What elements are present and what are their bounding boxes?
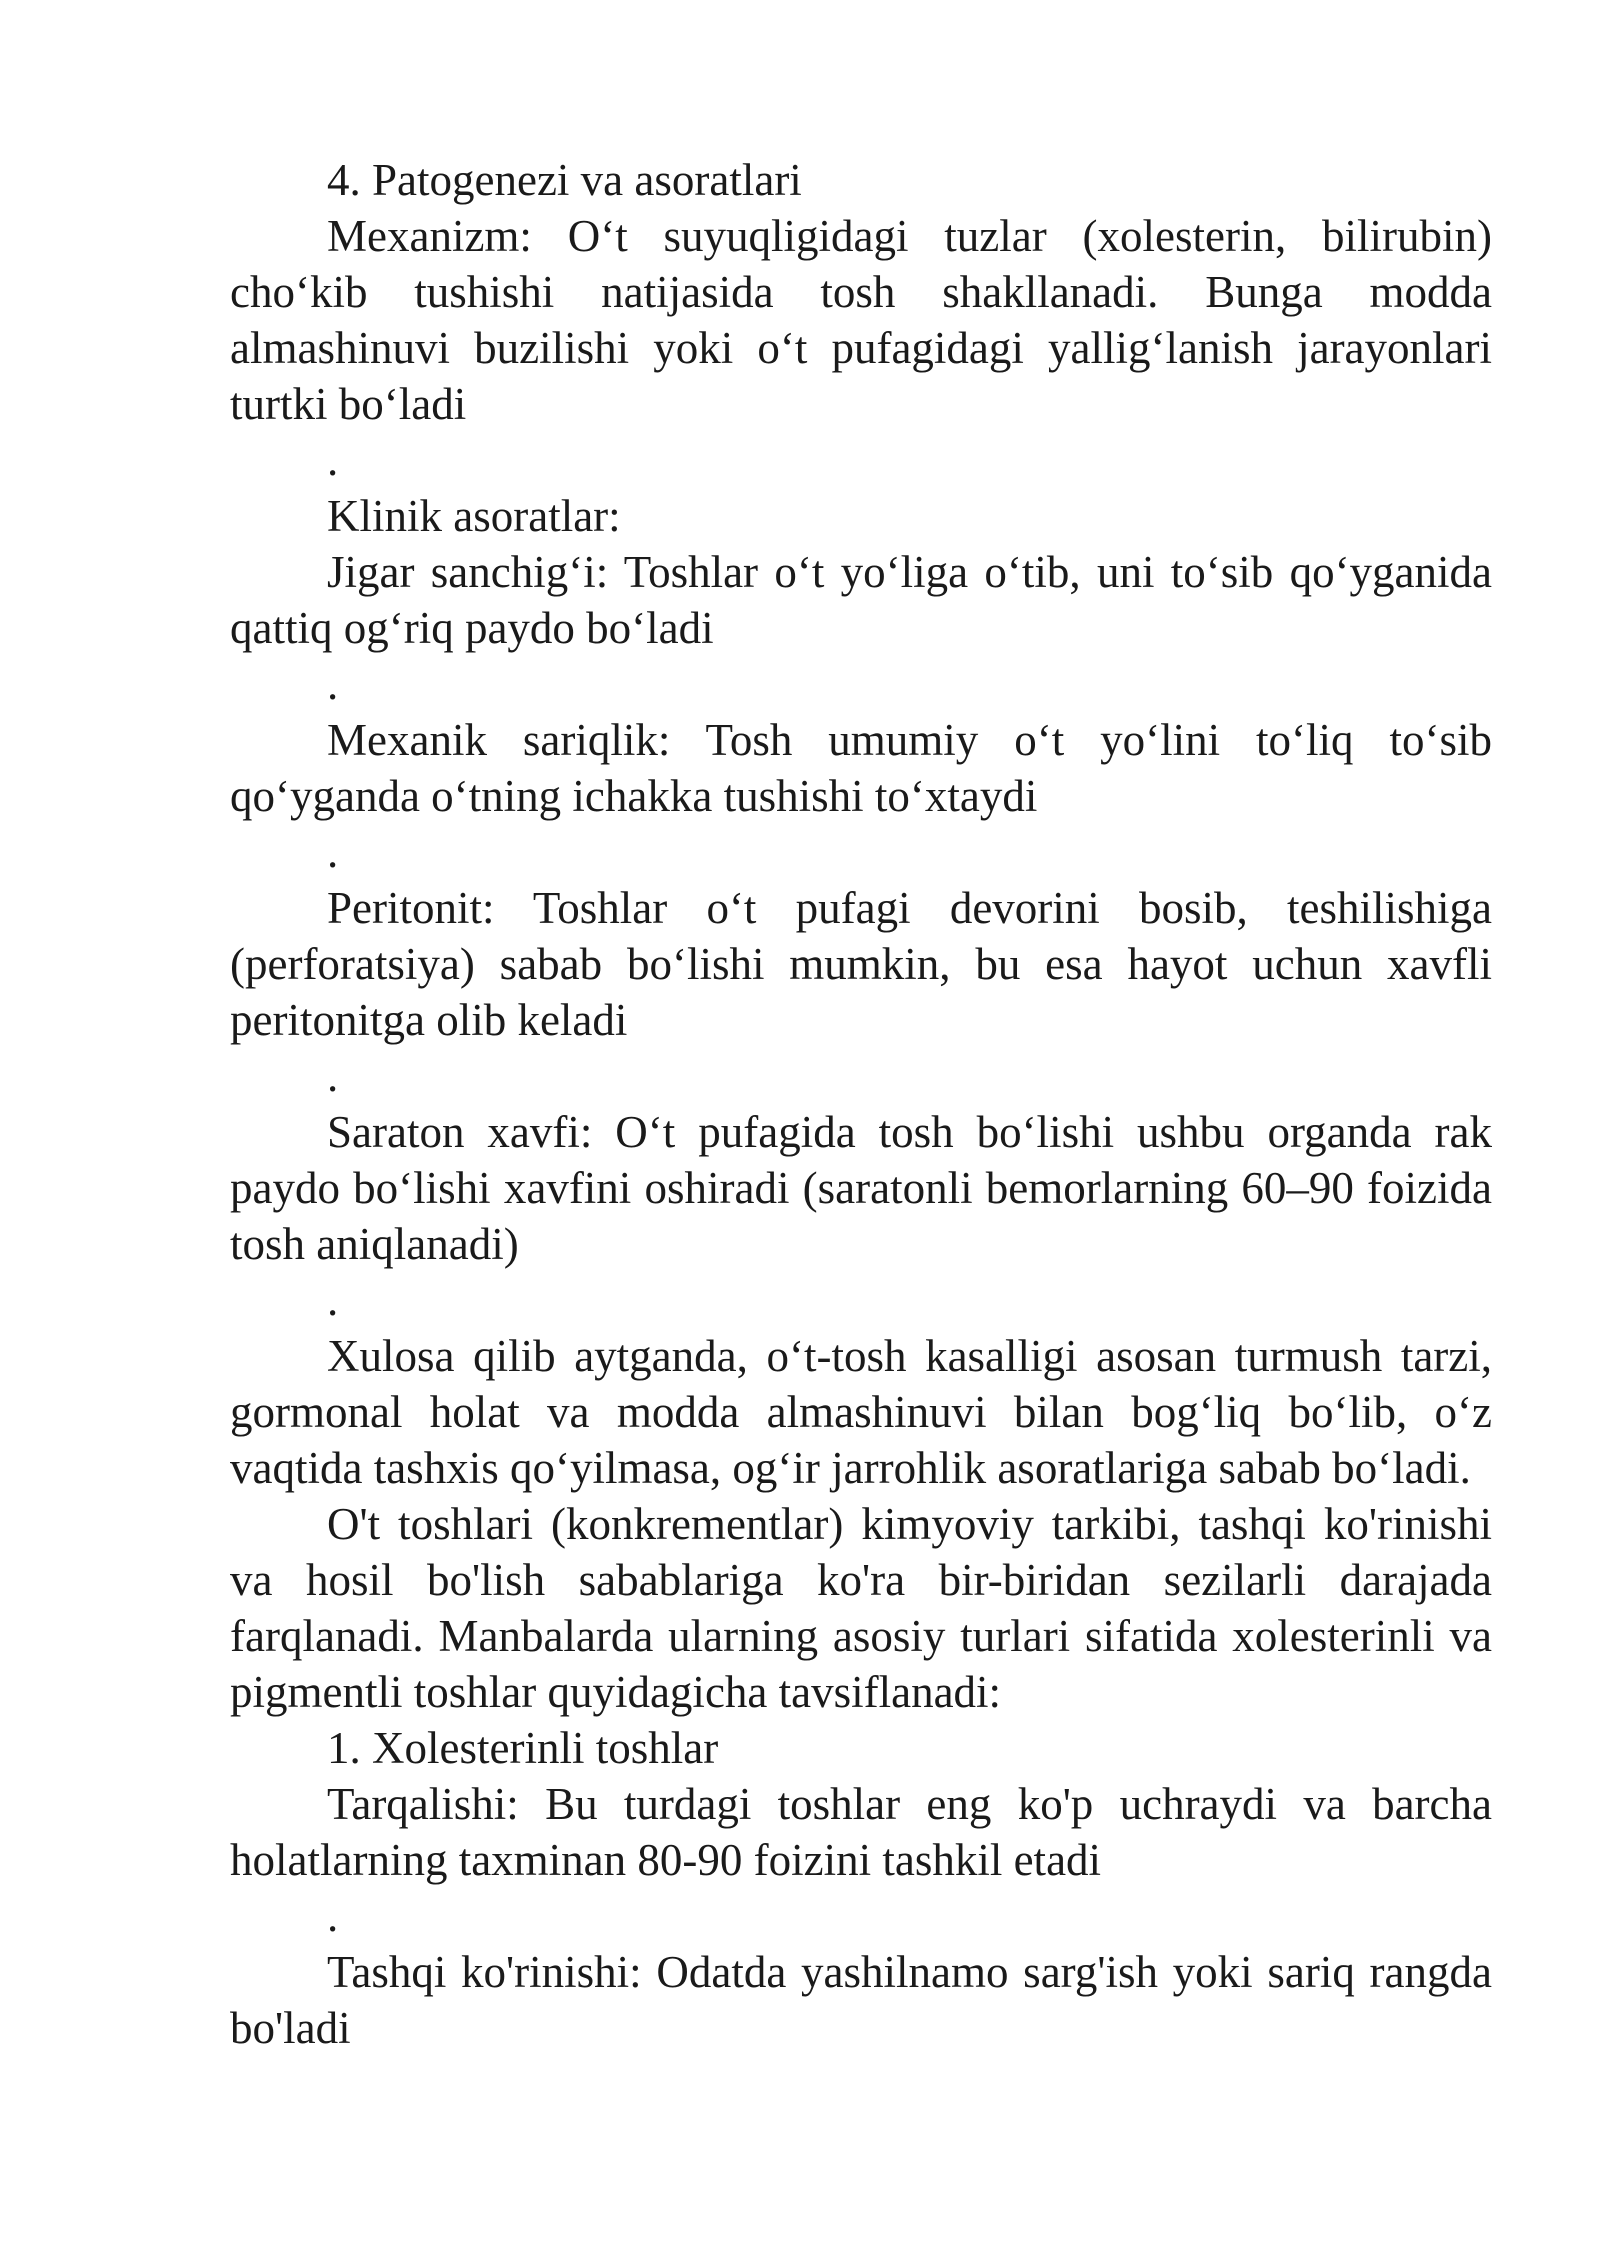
separator-dot: . (327, 1891, 339, 1941)
separator-dot: . (327, 827, 339, 877)
paragraph-appearance: Tashqi ko'rinishi: Odatda yashilnamo sarg'ish yoki sariq rangda bo'ladi (230, 1947, 1492, 2053)
paragraph-peritonitis: Peritonit: Toshlar o‘t pufagi devorini bosib, teshilishiga (perforatsiya) sabab bo‘lishi mumkin, bu esa hayot uchun xavfli peritonitga olib keladi (230, 883, 1492, 1045)
paragraph-jaundice: Mexanik sariqlik: Tosh umumiy o‘t yo‘lini to‘liq to‘sib qo‘yganda o‘tning ichakka tushishi to‘xtaydi (230, 715, 1492, 821)
subheading-cholesterol-stones: 1. Xolesterinli toshlar (327, 1723, 719, 1773)
separator-dot: . (327, 659, 339, 709)
separator-dot: . (327, 435, 339, 485)
paragraph-prevalence: Tarqalishi: Bu turdagi toshlar eng ko'p uchraydi va barcha holatlarning taxminan 80-90 foizini tashkil etadi (230, 1779, 1492, 1885)
paragraph-mechanism: Mexanizm: O‘t suyuqligidagi tuzlar (xolesterin, bilirubin) cho‘kib tushishi natijasida tosh shakllanadi. Bunga modda almashinuvi buzilishi yoki o‘t pufagidagi yallig‘lanish jarayonlari turtki bo‘ladi (230, 211, 1492, 429)
separator-dot: . (327, 1275, 339, 1325)
document-page (230, 152, 1492, 2056)
paragraph-stone-types-intro: O't toshlari (konkrementlar) kimyoviy tarkibi, tashqi ko'rinishi va hosil bo'lish sabablariga ko'ra bir-biridan sezilarli darajada farqlanadi. Manbalarda ularning asosiy turlari sifatida xolesterinli va pigmentli toshlar quyidagicha tavsiflanadi: (230, 1499, 1492, 1717)
subheading-clinical-complications: Klinik asoratlar: (327, 491, 621, 541)
section-heading: 4. Patogenezi va asoratlari (327, 155, 802, 205)
paragraph-cancer-risk: Saraton xavfi: O‘t pufagida tosh bo‘lishi ushbu organda rak paydo bo‘lishi xavfini oshiradi (saratonli bemorlarning 60–90 foizida tosh aniqlanadi) (230, 1107, 1492, 1269)
paragraph-biliary-colic: Jigar sanchig‘i: Toshlar o‘t yo‘liga o‘tib, uni to‘sib qo‘yganida qattiq og‘riq paydo bo‘ladi (230, 547, 1492, 653)
paragraph-conclusion: Xulosa qilib aytganda, o‘t-tosh kasalligi asosan turmush tarzi, gormonal holat va modda almashinuvi bilan bog‘liq bo‘lib, o‘z vaqtida tashxis qo‘yilmasa, og‘ir jarrohlik asoratlariga sabab bo‘ladi. (230, 1331, 1492, 1493)
separator-dot: . (327, 1051, 339, 1101)
